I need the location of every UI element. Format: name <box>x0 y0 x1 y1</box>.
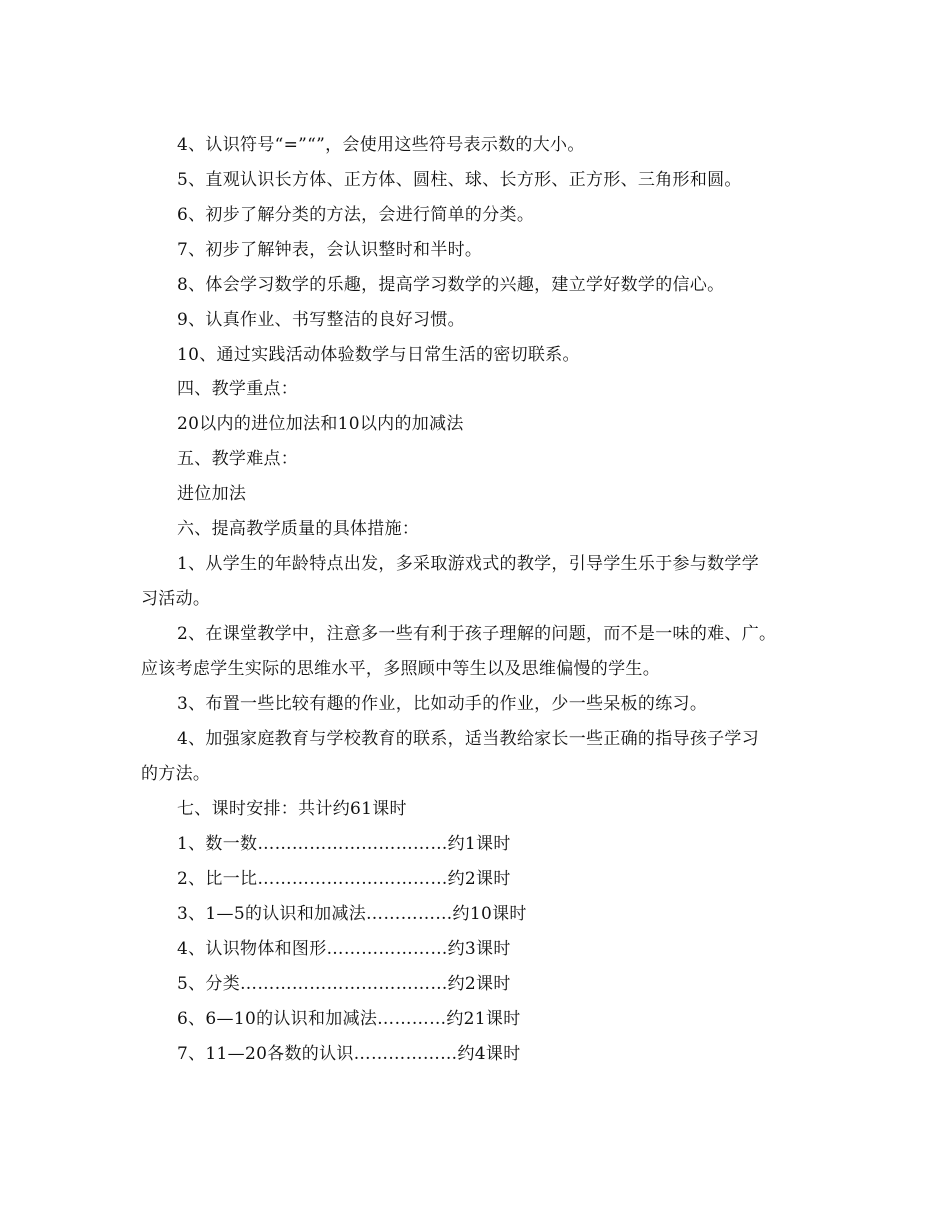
objective-line: 9、认真作业、书写整洁的良好习惯。 <box>177 310 465 330</box>
measure-item-1: 1、从学生的年龄特点出发，多采取游戏式的教学，引导学生乐于参与数学学 <box>177 554 760 574</box>
schedule-item: 7、11—20各数的认识………………约4课时 <box>177 1044 521 1064</box>
objective-line: 4、认识符号“=”“”，会使用这些符号表示数的大小。 <box>177 135 585 155</box>
measure-item-4-cont: 的方法。 <box>141 764 211 784</box>
key-points-heading: 四、教学重点： <box>177 379 299 399</box>
measure-item-1-cont: 习活动。 <box>141 589 211 609</box>
objective-line: 6、初步了解分类的方法，会进行简单的分类。 <box>177 205 535 225</box>
objective-line: 10、通过实践活动体验数学与日常生活的密切联系。 <box>177 345 580 365</box>
measure-item-4: 4、加强家庭教育与学校教育的联系，适当教给家长一些正确的指导孩子学习 <box>177 729 760 749</box>
schedule-item: 1、数一数……………………………约1课时 <box>177 834 511 854</box>
key-points-content: 20以内的进位加法和10以内的加减法 <box>177 414 464 434</box>
objective-line: 7、初步了解钟表，会认识整时和半时。 <box>177 240 483 260</box>
objective-line: 5、直观认识长方体、正方体、圆柱、球、长方形、正方形、三角形和圆。 <box>177 170 742 190</box>
schedule-item: 6、6—10的认识和加减法…………约21课时 <box>177 1009 521 1029</box>
difficulties-content: 进位加法 <box>177 484 247 504</box>
schedule-item: 2、比一比……………………………约2课时 <box>177 869 511 889</box>
measure-item-2: 2、在课堂教学中，注意多一些有利于孩子理解的问题，而不是一味的难、广。 <box>177 624 777 644</box>
measures-heading: 六、提高教学质量的具体措施： <box>177 519 420 539</box>
measure-item-2-cont: 应该考虑学生实际的思维水平，多照顾中等生以及思维偏慢的学生。 <box>141 659 660 679</box>
objective-line: 8、体会学习数学的乐趣，提高学习数学的兴趣，建立学好数学的信心。 <box>177 275 725 295</box>
schedule-item: 3、1—5的认识和加减法……………约10课时 <box>177 904 527 924</box>
difficulties-heading: 五、教学难点： <box>177 449 299 469</box>
schedule-item: 4、认识物体和图形…………………约3课时 <box>177 939 511 959</box>
schedule-heading: 七、课时安排：共计约61课时 <box>177 799 407 819</box>
schedule-item: 5、分类………………………………约2课时 <box>177 974 511 994</box>
measure-item-3: 3、布置一些比较有趣的作业，比如动手的作业，少一些呆板的练习。 <box>177 694 708 714</box>
